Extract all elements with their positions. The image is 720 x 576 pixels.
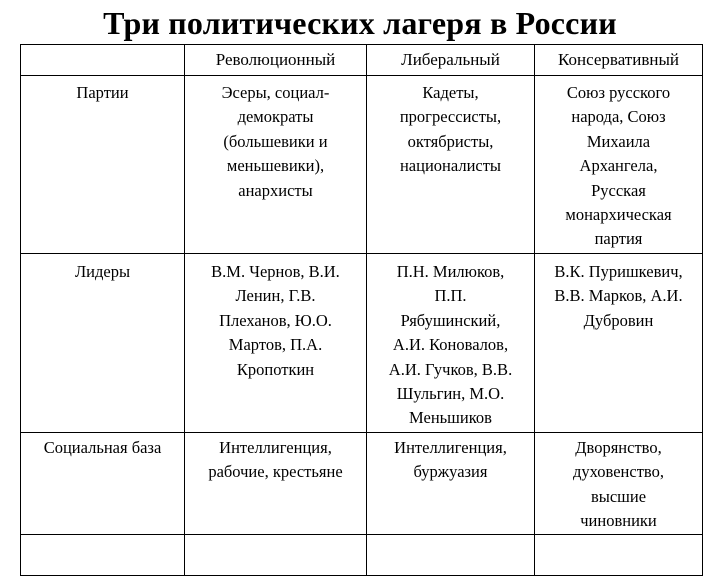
table-row-leaders [21,254,703,433]
table-row-parties [21,76,703,254]
column-header-conservative: Консервативный [535,45,703,76]
table-row-social-base [21,433,703,535]
header-empty-cell [21,45,185,76]
table-header-row [21,45,703,76]
page-title: Три политических лагеря в России [103,5,617,41]
cell-base-liberal: Интеллигенция, буржуазия [367,433,535,535]
cutoff-cell-1 [21,534,185,575]
cell-base-conservative: Дворянство, духовенство, высшие чиновники [535,433,703,535]
table-row-cutoff [21,534,703,575]
cutoff-cell-4 [535,534,703,575]
cell-parties-revolutionary: Эсеры, социал- демократы (большевики и меньшевики), анархисты [185,76,367,254]
row-label-leaders: Лидеры [21,254,185,433]
cutoff-cell-2 [185,534,367,575]
cell-leaders-revolutionary: В.М. Чернов, В.И. Ленин, Г.В. Плеханов, Ю.О. Мартов, П.А. Кропоткин [185,254,367,433]
column-header-revolutionary: Революционный [185,45,367,76]
cell-parties-conservative: Союз русского народа, Союз Михаила Архангела, Русская монархическая партия [535,76,703,254]
comparison-table [20,44,703,576]
cutoff-cell-3 [367,534,535,575]
column-header-liberal: Либеральный [367,45,535,76]
row-label-social-base: Социальная база [21,433,185,535]
cell-parties-liberal: Кадеты, прогрессисты, октябристы, националисты [367,76,535,254]
cell-base-revolutionary: Интеллигенция, рабочие, крестьяне [185,433,367,535]
cell-leaders-liberal: П.Н. Милюков, П.П. Рябушинский, А.И. Коновалов, А.И. Гучков, В.В. Шульгин, М.О. Меньшиков [367,254,535,433]
row-label-parties: Партии [21,76,185,254]
cell-leaders-conservative: В.К. Пуришкевич, В.В. Марков, А.И. Дубровин [535,254,703,433]
